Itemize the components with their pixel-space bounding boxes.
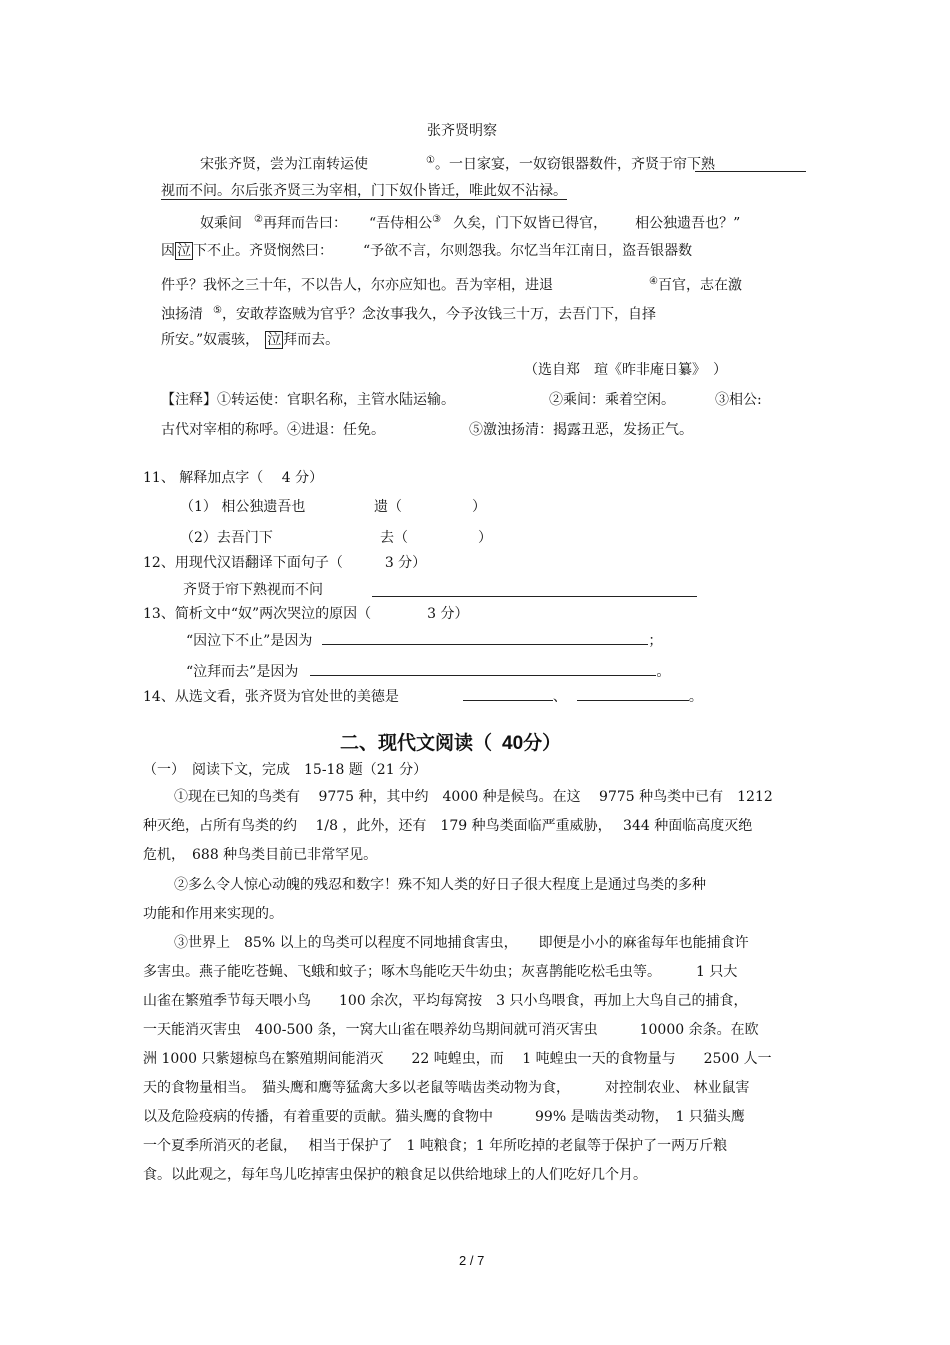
paragraph-line: 一个夏季所消灭的老鼠， 相当于保护了 1 吨粮食；1 年所吃掉的老鼠等于保护了一两万斤粮 (143, 1138, 728, 1154)
question-13-part-1 (186, 630, 662, 651)
text: “泣拜而去”是因为 (186, 664, 299, 680)
text: 、 (552, 689, 567, 705)
text: 40 (502, 733, 524, 754)
passage-title: 张齐贤明察 (427, 123, 497, 139)
text: ； (648, 633, 663, 649)
text: ⑤激浊扬清：揭露丑恶，发扬正气。 (469, 422, 693, 438)
passage-line (161, 301, 656, 325)
question-12-sentence: 齐贤于帘下熟视而不问 (183, 582, 323, 598)
text: 因 (161, 243, 175, 259)
answer-line-13-1[interactable] (322, 630, 648, 645)
footnote-marker: ⑤ (213, 305, 222, 316)
text: 件乎？我怀之三十年，不以告人，尔亦应知也。吾为宰相，进退 (161, 277, 553, 294)
text: 奴乘间 (200, 215, 242, 232)
text: 下不止。齐贤悯然曰： (193, 243, 333, 259)
paragraph-line: ③世界上 85% 以上的鸟类可以程度不同地捕食害虫， 即便是小小的麻雀每年也能捕食许 (174, 935, 749, 951)
paragraph-line: 天的食物量相当。 猫头鹰和鹰等猛禽大多以老鼠等啮齿类动物为食， 对控制农业、 林业鼠害 (143, 1080, 750, 1096)
text: 久矣，门下奴皆已得官， (453, 215, 608, 232)
answer-line-14-2[interactable] (577, 686, 689, 701)
passage-line (161, 181, 567, 201)
text: ③相公: (715, 392, 762, 408)
paragraph-line: 洲 1000 只紫翅椋鸟在繁殖期间能消灭 22 吨蝗虫，而 1 吨蝗虫一天的食物量与 2500 人一 (143, 1051, 772, 1067)
question-11-2-answer[interactable]: 去（ ） (380, 530, 492, 546)
text: “因泣下不止”是因为 (186, 633, 313, 649)
answer-line-12[interactable] (372, 596, 697, 597)
footnote-marker: ③ (432, 214, 442, 225)
page-number: 2 / 7 (459, 1253, 485, 1268)
paragraph-line: ②多么令人惊心动魄的残忍和数字！殊不知人类的好日子很大程度上是通过鸟类的多种 (174, 877, 706, 893)
text: “吾侍相公 (368, 215, 433, 232)
passage-line (161, 272, 742, 296)
paragraph-line: ①现在已知的鸟类有 9775 种，其中约 4000 种是候鸟。在这 9775 种鸟类中已有 1212 (174, 789, 773, 805)
question-11: 11、 解释加点字（ 4 分） (143, 470, 324, 486)
question-13: 13、简析文中“奴”两次哭泣的原因（ 3 分） (143, 606, 469, 622)
boxed-character: 泣 (267, 332, 282, 348)
paragraph-line: 一天能消灭害虫 400-500 条，一窝大山雀在喂养幼鸟期间就可消灭害虫 10000 余条。在欧 (143, 1022, 759, 1038)
source-citation: （选自郑 瑄《昨非庵日纂》 ） (524, 362, 727, 378)
paragraph-line: 种灭绝，占所有鸟类的约 1/8 ，此外，还有 179 种鸟类面临严重威胁， 344 种面临高度灭绝 (143, 818, 753, 834)
question-11-1-answer[interactable]: 遗（ ） (374, 499, 486, 515)
paragraph-line: 功能和作用来实现的。 (143, 906, 283, 922)
text: ②乘间：乘着空闲。 (549, 392, 675, 408)
text: 。 (656, 664, 671, 680)
answer-line-14-1[interactable] (463, 686, 553, 701)
text: 二、现代文阅读（ (340, 732, 493, 754)
text: 视而不问。尔后张齐贤三为宰相，门下奴仆皆迁，唯此奴不沾禄。 (161, 183, 567, 199)
question-14 (143, 686, 703, 707)
text: 宋张齐贤，尝为江南转运使 (200, 156, 368, 173)
text: 古代对宰相的称呼。④进退：任免。 (161, 422, 385, 438)
footnote-marker: ② (254, 214, 263, 225)
reading-intro: （一） 阅读下文，完成 15-18 题（21 分） (143, 762, 428, 778)
text: 。 (688, 689, 703, 705)
text: 拜而去。 (283, 332, 340, 348)
footnote-marker: ① (426, 155, 435, 166)
question-11-2: （2）去吾门下 (180, 530, 273, 546)
answer-line-13-2[interactable] (310, 661, 656, 676)
text: 分） (523, 732, 562, 754)
passage-line (161, 330, 339, 350)
text: 浊扬清 (161, 306, 203, 323)
text: 14、从选文看，张齐贤为官处世的美德是 (143, 689, 399, 705)
notes-line (161, 390, 762, 410)
text: 。一日家宴，一奴窃银器数件，齐贤于帘下熟 (434, 156, 715, 173)
question-11-1: （1） 相公独遗吾也 (180, 499, 306, 515)
notes-line (161, 420, 693, 440)
paragraph-line: 危机， 688 种鸟类目前已非常罕见。 (143, 847, 378, 863)
section-heading (340, 730, 561, 757)
question-12: 12、用现代汉语翻译下面句子（ 3 分） (143, 555, 427, 571)
paragraph-line: 食。以此观之，每年鸟儿吃掉害虫保护的粮食足以供给地球上的人们吃好几个月。 (143, 1167, 647, 1183)
paragraph-line: 山雀在繁殖季节每天喂小鸟 100 余次，平均每窝按 3 只小鸟喂食，再加上大鸟自己的捕食， (143, 993, 748, 1009)
passage-line (200, 210, 740, 234)
text: 所安。”奴震骇， (161, 332, 260, 348)
boxed-character: 泣 (177, 243, 191, 259)
text: 【注释】①转运使：官职名称，主管水陆运输。 (161, 392, 455, 408)
text: 再拜而告曰： (262, 215, 347, 232)
underline (695, 171, 806, 172)
footnote-marker: ④ (649, 276, 658, 287)
passage-line (161, 241, 692, 261)
text: 相公独遗吾也？” (635, 215, 741, 232)
text: 百官，志在激 (657, 277, 742, 294)
question-13-part-2 (186, 661, 670, 682)
passage-line (200, 151, 715, 175)
text: ，安敢荐盗贼为官乎？念汝事我久，今予汝钱三十万，去吾门下，自择 (221, 306, 656, 323)
paragraph-line: 以及危险疫病的传播，有着重要的贡献。猫头鹰的食物中 99% 是啮齿类动物， 1 只猫头鹰 (143, 1109, 745, 1125)
text: “予欲不言，尔则怨我。尔忆当年江南日，盗吾银器数 (363, 243, 693, 259)
paragraph-line: 多害虫。燕子能吃苍蝇、飞蛾和蚊子；啄木鸟能吃天牛幼虫；灰喜鹊能吃松毛虫等。 1 只大 (143, 964, 738, 980)
